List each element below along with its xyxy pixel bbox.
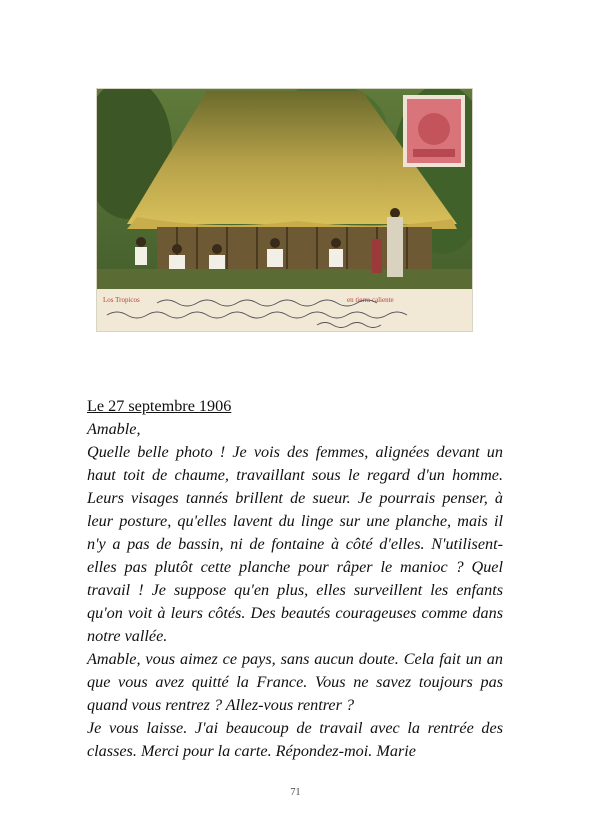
svg-text:en tierra caliente: en tierra caliente — [347, 296, 394, 304]
letter-text — [87, 395, 503, 763]
letter-paragraph-2: Amable, vous aimez ce pays, sans aucun doute. Cela fait un an que vous avez quitté la France. Vous ne savez toujours pas quand vous rentrez ? Allez-vous rentrer ? — [87, 650, 503, 714]
letter-date: Le 27 septembre 1906 — [87, 397, 232, 415]
page-number: 71 — [290, 787, 301, 798]
postcard-photo — [96, 88, 473, 332]
svg-text:Los Tropicos: Los Tropicos — [103, 296, 140, 304]
thatched-hut-illustration — [97, 89, 472, 331]
letter-greeting: Amable, — [87, 420, 141, 438]
postage-stamp — [403, 95, 465, 167]
letter-paragraph-3: Je vous laisse. J'ai beaucoup de travail avec la rentrée des classes. Merci pour la carte. Répondez-moi. Marie — [87, 719, 503, 760]
letter-paragraph-1: Quelle belle photo ! Je vois des femmes, alignées devant un haut toit de chaume, travaillant sous le regard d'un homme. Leurs visages tannés brillent de sueur. Je pourrais penser, à leur posture, qu'elles lavent du linge sur une planche, mais il n'y a pas de bassin, ni de fontaine à côté d'elles. N'utilisent-elles pas plutôt cette planche pour râper le manioc ? Quel travail ! Je suppose qu'en plus, elles surveillent les enfants qu'on voit à leurs côtés. Des beautés courageuses comme dans notre vallée. — [87, 443, 503, 645]
